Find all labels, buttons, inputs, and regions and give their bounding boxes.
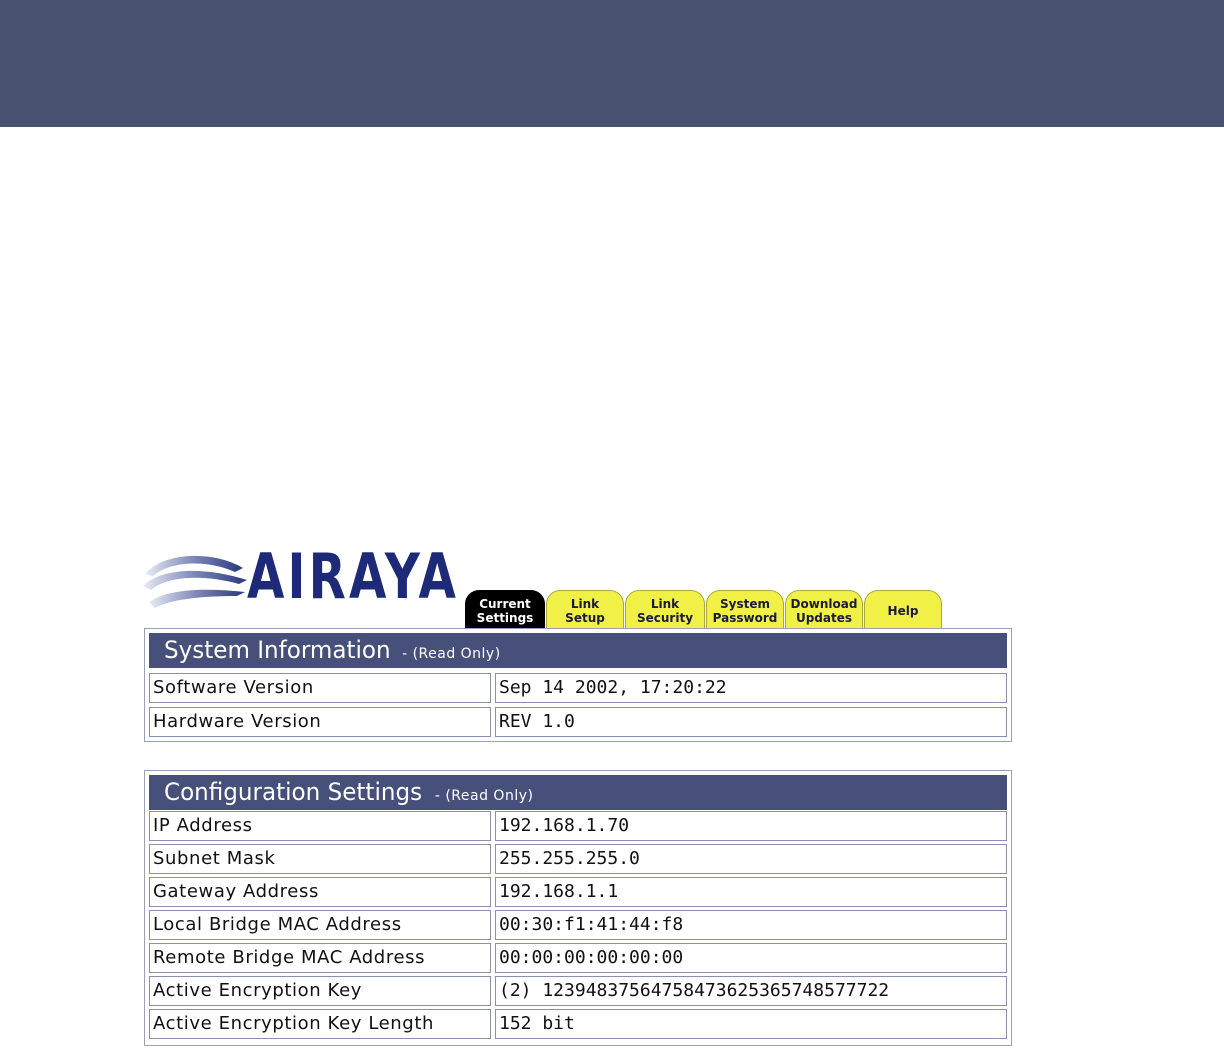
row-label: Software Version <box>149 673 491 703</box>
row-label: Remote Bridge MAC Address <box>149 943 491 973</box>
configuration-settings-panel <box>144 770 1012 1046</box>
tab-label: Link Setup <box>565 596 605 625</box>
read-only-note: - (Read Only) <box>402 646 501 662</box>
row-value: 192.168.1.70 <box>495 811 1007 841</box>
tab-help[interactable] <box>864 590 942 628</box>
row-label: Hardware Version <box>149 707 491 737</box>
row-value: REV 1.0 <box>495 707 1007 737</box>
table-row <box>149 976 1007 1006</box>
table-row <box>149 811 1007 841</box>
row-value: (2) 12394837564758473625365748577722 <box>495 976 1007 1006</box>
row-label: Local Bridge MAC Address <box>149 910 491 940</box>
tab-label: Current Settings <box>476 596 534 625</box>
tab-download-updates[interactable] <box>785 590 863 628</box>
row-value: 00:30:f1:41:44:f8 <box>495 910 1007 940</box>
logo-swirl-icon <box>143 544 253 616</box>
tab-label: Help <box>887 603 919 618</box>
top-banner <box>0 0 1224 127</box>
table-row <box>149 910 1007 940</box>
row-label: Active Encryption Key <box>149 976 491 1006</box>
row-label: IP Address <box>149 811 491 841</box>
table-row <box>149 943 1007 973</box>
tab-current-settings[interactable] <box>465 590 545 628</box>
table-row <box>149 877 1007 907</box>
table-row <box>149 1009 1007 1039</box>
nav-tabs <box>465 590 965 630</box>
panel-title: System Information <box>164 636 391 664</box>
row-value: 192.168.1.1 <box>495 877 1007 907</box>
row-label: Active Encryption Key Length <box>149 1009 491 1039</box>
read-only-note: - (Read Only) <box>434 788 534 804</box>
row-value: 00:00:00:00:00:00 <box>495 943 1007 973</box>
tab-link-security[interactable] <box>625 590 705 628</box>
row-value: 255.255.255.0 <box>495 844 1007 874</box>
tab-label: Download Updates <box>790 596 858 625</box>
tab-label: System Password <box>712 596 778 625</box>
row-label: Gateway Address <box>149 877 491 907</box>
table-row <box>149 844 1007 874</box>
panel-title: Configuration Settings <box>164 778 423 806</box>
tab-link-setup[interactable] <box>546 590 624 628</box>
tab-system-password[interactable] <box>706 590 784 628</box>
airaya-logo <box>143 540 460 616</box>
system-information-panel <box>144 628 1012 742</box>
logo-text: AIRAYA <box>247 540 460 613</box>
tab-label: Link Security <box>636 596 694 625</box>
row-value: 152 bit <box>495 1009 1007 1039</box>
table-row <box>149 673 1007 703</box>
panel-header <box>149 775 1007 810</box>
table-row <box>149 707 1007 737</box>
panel-header <box>149 633 1007 668</box>
row-label: Subnet Mask <box>149 844 491 874</box>
row-value: Sep 14 2002, 17:20:22 <box>495 673 1007 703</box>
